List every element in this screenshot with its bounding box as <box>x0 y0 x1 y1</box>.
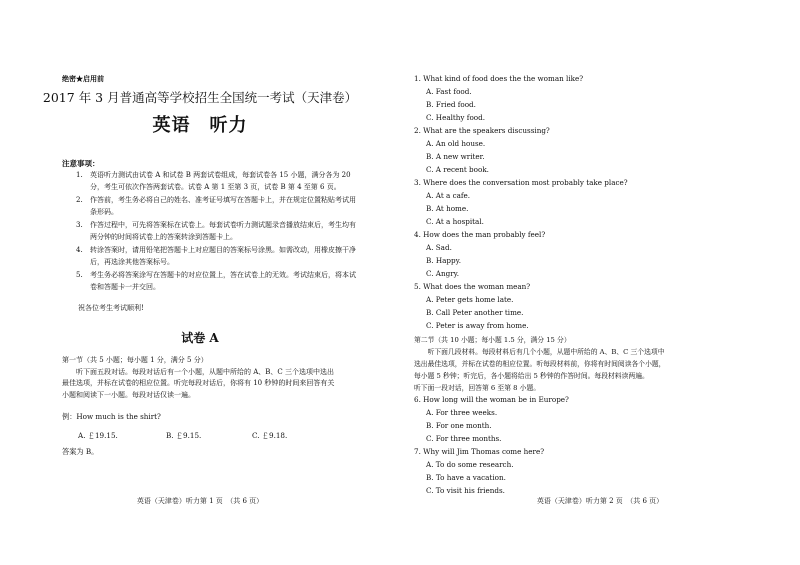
notice-item: 3. 作答过程中，可先将答案标在试卷上。每套试卷听力测试题录音播放结束后，考生均有两分钟的时间将试卷上的答案转涂到答题卡上。 <box>76 221 356 241</box>
notice-item: 4. 转涂答案时，请用铅笔把答题卡上对应题目的答案标号涂黑。如需改动，用橡皮擦干净后，再选涂其他答案标号。 <box>76 246 356 266</box>
example-answer: 答案为 B。 <box>62 447 99 456</box>
section1-instructions <box>62 355 362 401</box>
q1-option-b: B. Fried food. <box>426 100 476 109</box>
q2-option-a: A. An old house. <box>426 139 486 148</box>
q4-option-a: A. Sad. <box>426 243 452 252</box>
section1-line: 小题和阅读下一小题。每段对话仅读一遍。 <box>62 390 195 399</box>
q6-option-c: C. For three months. <box>426 434 502 443</box>
notice-list <box>76 170 360 295</box>
q5-option-c: C. Peter is away from home. <box>426 321 529 330</box>
q6-option-b: B. For one month. <box>426 421 492 430</box>
q7-option-a: A. To do some research. <box>426 460 514 469</box>
question-6: 6. How long will the woman be in Europe? <box>414 395 569 404</box>
section2-line: 每小题 5 秒钟；听完后，各小题将给出 5 秒钟的作答时间。每段材料读两遍。 <box>414 372 649 380</box>
section2-heading: 第二节（共 10 小题；每小题 1.5 分，满分 15 分） <box>414 336 571 344</box>
good-luck-note: 祝各位考生考试顺利! <box>78 304 144 312</box>
section2-line: 选出最佳选项，并标在试卷的相应位置。听每段材料前，你将有时间阅读各个小题， <box>414 360 666 368</box>
example-option-b: B. ￡9.15. <box>166 431 202 440</box>
q6-option-a: A. For three weeks. <box>426 408 498 417</box>
q1-option-c: C. Healthy food. <box>426 113 485 122</box>
subject-title: 英语 听力 <box>152 115 248 136</box>
secret-mark: 绝密★启用前 <box>62 74 104 83</box>
question-5: 5. What does the woman mean? <box>414 282 531 291</box>
example-option-a: A. ￡19.15. <box>78 431 118 440</box>
right-page <box>400 0 800 565</box>
q7-option-b: B. To have a vacation. <box>426 473 506 482</box>
example-option-c: C. ￡9.18. <box>252 431 288 440</box>
q4-option-b: B. Happy. <box>426 256 461 265</box>
section1-heading: 第一节（共 5 小题；每小题 1 分，满分 5 分） <box>62 356 208 364</box>
q3-option-b: B. At home. <box>426 204 469 213</box>
example-question: 例：How much is the shirt? <box>62 412 161 421</box>
paper-a-title: 试卷 A <box>181 331 219 345</box>
notice-item: 2. 作答前，考生务必将自己的姓名、准考证号填写在答题卡上，并在规定位置粘贴考试用条形码。 <box>76 196 356 216</box>
q2-option-b: B. A new writer. <box>426 152 485 161</box>
question-1: 1. What kind of food does the the woman like? <box>414 74 584 83</box>
question-3: 3. Where does the conversation most probably take place? <box>414 178 628 187</box>
question-2: 2. What are the speakers discussing? <box>414 126 550 135</box>
q5-option-b: B. Call Peter another time. <box>426 308 524 317</box>
q3-option-c: C. At a hospital. <box>426 217 484 226</box>
q1-option-a: A. Fast food. <box>426 87 472 96</box>
section2-line: 听下面一段对话，回答第 6 至第 8 小题。 <box>414 384 541 392</box>
q3-option-a: A. At a cafe. <box>426 191 471 200</box>
notice-item: 5. 考生务必将答案涂写在答题卡的对应位置上，答在试卷上的无效。考试结束后，将本试卷和答题卡一并交回。 <box>76 271 356 291</box>
section2-line: 听下面几段材料。每段材料后有几个小题，从题中所给的 A、B、C 三个选项中 <box>414 348 665 356</box>
right-footer: 英语（天津卷）听力第 2 页 （共 6 页） <box>536 497 664 505</box>
q2-option-c: C. A recent book. <box>426 165 489 174</box>
left-footer: 英语（天津卷）听力第 1 页 （共 6 页） <box>136 497 264 505</box>
notice-item: 1. 英语听力测试由试卷 A 和试卷 B 两套试卷组成，每套试卷各 15 小题，满分各为 20 分，考生可依次作答两套试卷。试卷 A 第 1 至第 3 页，试卷 B 第 4 至第 6 页。 <box>76 171 351 191</box>
notice-heading: 注意事项： <box>62 159 100 168</box>
q4-option-c: C. Angry. <box>426 269 460 278</box>
section1-line: 最佳选项，并标在试卷的相应位置。听完每段对话后，你将有 10 秒钟的时间来回答有关 <box>62 379 335 387</box>
question-7: 7. Why will Jim Thomas come here? <box>414 447 545 456</box>
q5-option-a: A. Peter gets home late. <box>426 295 514 304</box>
q7-option-c: C. To visit his friends. <box>426 486 505 495</box>
exam-title: 2017 年 3 月普通高等学校招生全国统一考试（天津卷） <box>42 90 358 105</box>
section1-line: 听下面五段对话。每段对话后有一个小题，从题中所给的 A、B、C 三个选项中选出 <box>62 367 335 376</box>
question-4: 4. How does the man probably feel? <box>414 230 546 239</box>
